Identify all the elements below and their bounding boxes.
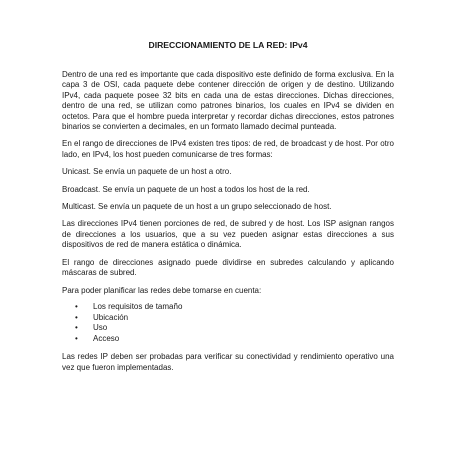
bullet-icon: • — [75, 312, 78, 322]
paragraph-subnets: El rango de direcciones asignado puede dividirse en subredes calculando y aplicando máscaras de subred. — [62, 257, 394, 278]
list-item-label: Los requisitos de tamaño — [93, 301, 183, 311]
document-page — [62, 40, 394, 380]
bullet-icon: • — [75, 333, 78, 343]
paragraph-closing: Las redes IP deben ser probadas para verificar su conectividad y rendimiento operativo una vez que fueron implementadas. — [62, 352, 394, 372]
list-item-label: Ubicación — [93, 312, 129, 322]
list-item — [62, 313, 394, 324]
planning-list — [62, 302, 394, 344]
list-item-label: Uso — [93, 323, 108, 333]
paragraph-planning: Para poder planificar las redes debe tomarse en cuenta: — [62, 285, 262, 295]
paragraph-address-types: En el rango de direcciones de IPv4 existen tres tipos: de red, de broadcast y de host. Por otro lado, en IPv4, los host pueden comunicarse de tres formas: — [62, 139, 394, 159]
bullet-icon: • — [75, 323, 78, 333]
paragraph-intro: Dentro de una red es importante que cada dispositivo este definido de forma exclusiva. En la capa 3 de OSI, cada paquete debe contener dirección de origen y de destino. Utilizando IPv4, cada paquete posee 32 bits en cada una de estas direcciones. Dichas direcciones, dentro de una red, se utilizan como patrones binarios, los cuales en IPv4 se dividen en octetos. Para que el hombre pueda interpretar y recordar dichas direcciones, estos patrones binarios se convierten a decimales, en un formato llamado decimal punteada. — [62, 70, 394, 132]
paragraph-unicast: Unicast. Se envía un paquete de un host a otro. — [62, 167, 232, 177]
list-item — [62, 334, 394, 345]
paragraph-address-portions: Las direcciones IPv4 tienen porciones de red, de subred y de host. Los ISP asignan rangos de direcciones a los usuarios, que a su vez pueden asignar estas direcciones a sus dispositivos de red de manera estática o dinámica. — [62, 219, 394, 250]
document-title: DIRECCIONAMIENTO DE LA RED: IPv4 — [148, 40, 308, 50]
paragraph-multicast: Multicast. Se envía un paquete de un host a un grupo seleccionado de host. — [62, 202, 332, 212]
list-item — [62, 302, 394, 313]
list-item-label: Acceso — [93, 333, 120, 343]
bullet-icon: • — [75, 301, 78, 311]
list-item — [62, 323, 394, 334]
paragraph-broadcast: Broadcast. Se envía un paquete de un host a todos los host de la red. — [62, 184, 310, 194]
